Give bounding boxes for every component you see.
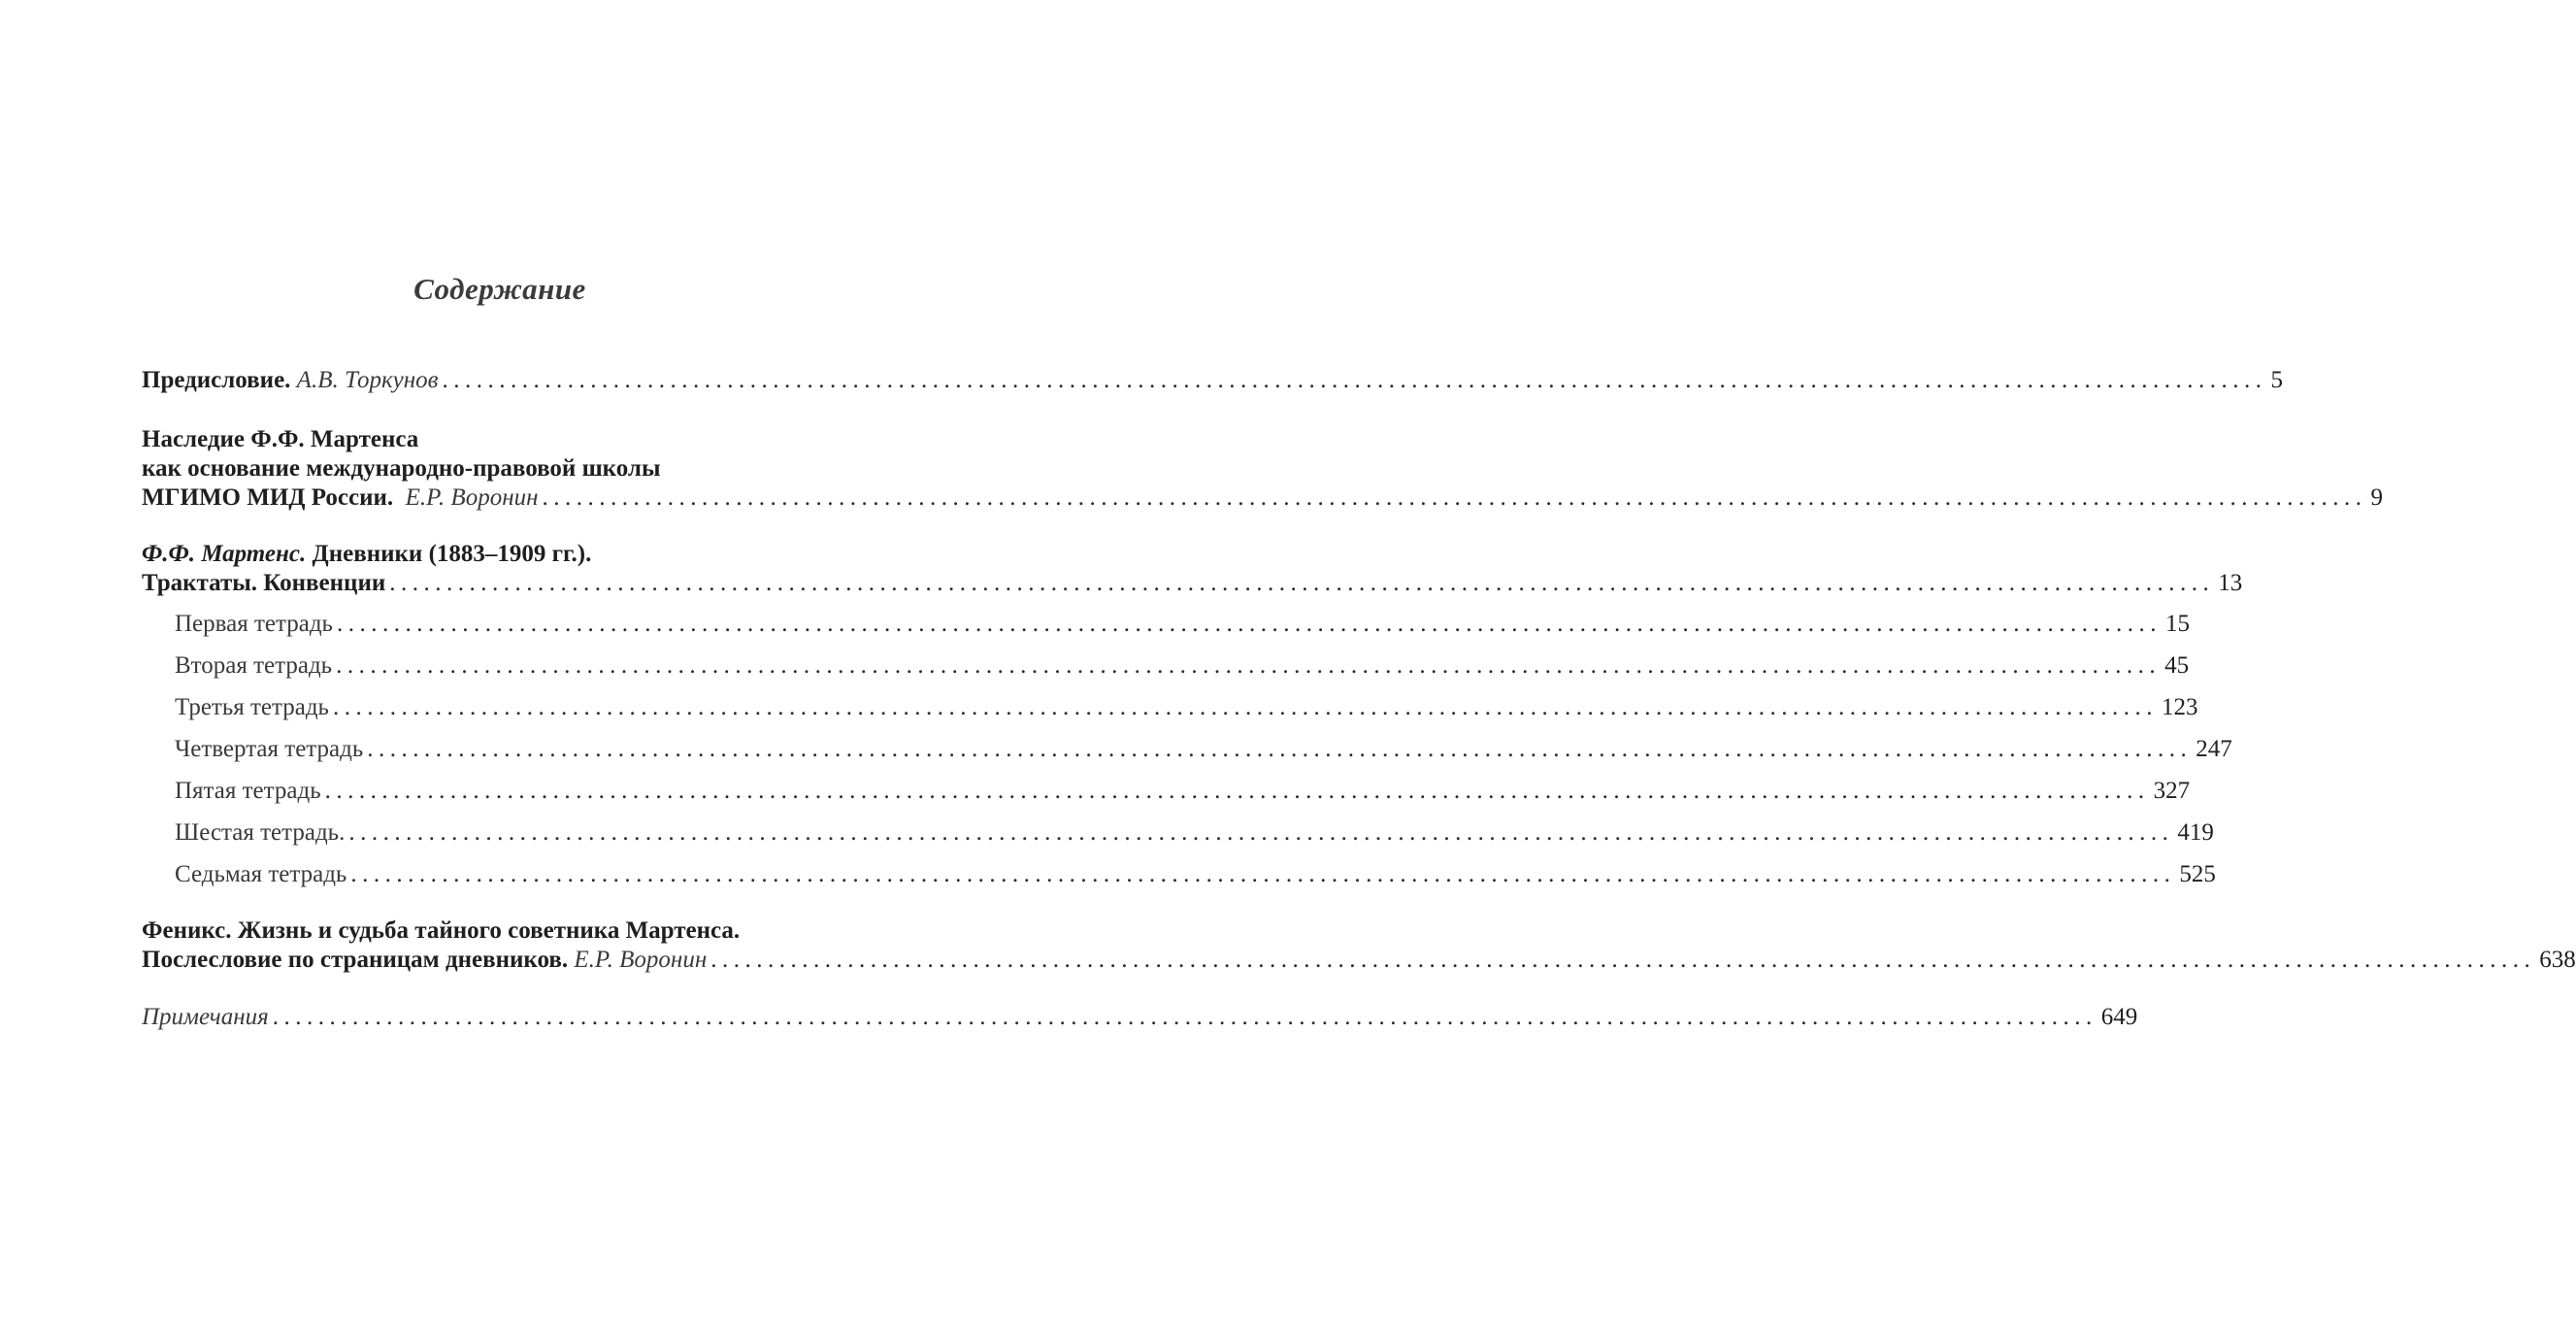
- entry-title-line-2: как основание международно-правовой школы: [142, 455, 661, 482]
- subentry-label: Вторая тетрадь: [175, 652, 333, 679]
- dot-leader: ................................................................................................................................................................: [710, 947, 2536, 973]
- entry-author: Е.Р. Воронин: [574, 947, 708, 973]
- entry-author: А.В. Торкунов: [296, 367, 439, 393]
- page-number: 638: [2539, 947, 2576, 973]
- dot-leader: ................................................................................................................................................................: [389, 570, 2215, 596]
- page-number: 9: [2370, 484, 2384, 511]
- dot-leader: ................................................................................................................................................................: [336, 611, 2162, 637]
- page-number: 419: [2177, 819, 2214, 846]
- dot-leader: ................................................................................................................................................................: [350, 861, 2176, 887]
- toc-subentry-notebook-3[interactable]: [175, 693, 2198, 722]
- toc-subentry-notebook-1[interactable]: [175, 610, 2190, 639]
- toc-subentry-notebook-6[interactable]: [175, 818, 2214, 848]
- toc-entry-phoenix[interactable]: [142, 916, 2576, 975]
- page-number: 123: [2161, 694, 2198, 720]
- entry-author: Е.Р. Воронин: [405, 484, 539, 511]
- dot-leader: ................................................................................................................................................................: [542, 484, 2367, 511]
- page-number: 247: [2196, 736, 2232, 762]
- subentry-label: Третья тетрадь: [175, 694, 329, 720]
- entry-title-line-1: Феникс. Жизнь и судьба тайного советника Мартенса.: [142, 917, 741, 944]
- page-number: 649: [2100, 1004, 2138, 1030]
- entry-title-line-2: Трактаты. Конвенции: [142, 570, 386, 596]
- entry-title-line-1: Наследие Ф.Ф. Мартенса: [142, 426, 419, 452]
- toc-subentry-notebook-2[interactable]: [175, 651, 2190, 681]
- toc-entry-legacy[interactable]: [142, 425, 2384, 513]
- toc-subentry-notebook-7[interactable]: [175, 860, 2216, 889]
- toc-subentry-notebook-4[interactable]: [175, 735, 2232, 764]
- toc-entry-preface[interactable]: [142, 366, 2284, 395]
- dot-leader: ................................................................................................................................................................: [348, 819, 2174, 846]
- subentry-label: Первая тетрадь: [175, 611, 333, 637]
- entry-title: Примечания: [142, 1004, 269, 1030]
- page-number: 15: [2164, 611, 2190, 637]
- page-number: 327: [2153, 778, 2191, 804]
- subentry-label: Четвертая тетрадь: [175, 736, 364, 762]
- subentry-label: Шестая тетрадь.: [175, 819, 346, 846]
- page-number: 5: [2270, 367, 2284, 393]
- entry-title: Предисловие.: [142, 367, 291, 393]
- subentry-label: Пятая тетрадь: [175, 778, 321, 804]
- dot-leader: ................................................................................................................................................................: [442, 367, 2267, 393]
- dot-leader: ................................................................................................................................................................: [324, 778, 2150, 804]
- toc-entry-diaries[interactable]: [142, 540, 2243, 598]
- subentry-label: Седьмая тетрадь: [175, 861, 347, 887]
- page-number: 13: [2218, 570, 2243, 596]
- dot-leader: ................................................................................................................................................................: [336, 652, 2162, 679]
- toc-subentry-notebook-5[interactable]: [175, 777, 2191, 806]
- page-number: 45: [2164, 652, 2190, 679]
- dot-leader: ................................................................................................................................................................: [332, 694, 2158, 720]
- entry-title-line-2: Послесловие по страницам дневников.: [142, 947, 569, 973]
- page-number: 525: [2179, 861, 2216, 887]
- entry-author-name: Ф.Ф. Мартенс.: [142, 541, 307, 567]
- dot-leader: ................................................................................................................................................................: [367, 736, 2193, 762]
- toc-title: Содержание: [413, 272, 586, 306]
- entry-title-line-1: Дневники (1883–1909 гг.).: [312, 541, 592, 567]
- toc-entry-notes[interactable]: [142, 1003, 2138, 1032]
- dot-leader: ................................................................................................................................................................: [272, 1004, 2097, 1030]
- entry-title-line-3: МГИМО МИД России.: [142, 484, 394, 511]
